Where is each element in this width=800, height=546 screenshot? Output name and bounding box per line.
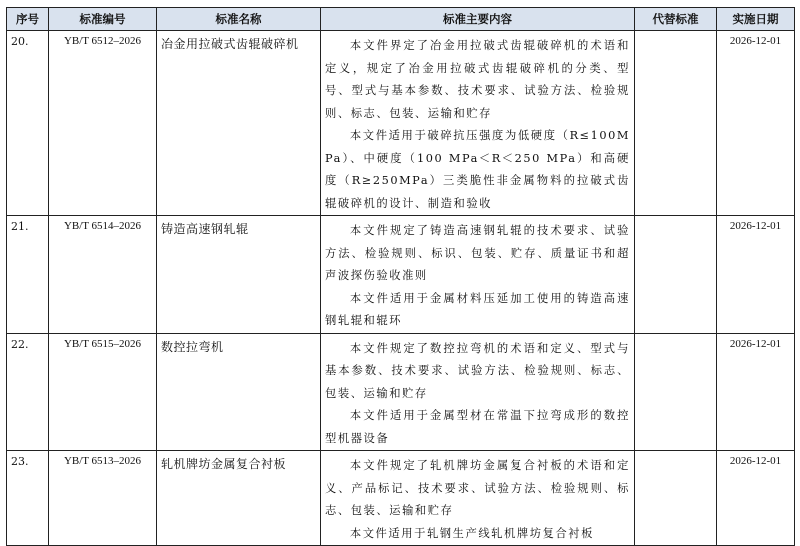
standards-table xyxy=(6,7,795,546)
table-row xyxy=(7,333,795,451)
row-content xyxy=(321,31,635,216)
row-code: YB/T 6512–2026 xyxy=(49,31,157,216)
row-name: 冶金用拉破式齿辊破碎机 xyxy=(157,31,321,216)
row-code: YB/T 6514–2026 xyxy=(49,216,157,334)
content-paragraph: 本文件适用于破碎抗压强度为低硬度（R≤100MPa）、中硬度（100 MPa＜R＜250 MPa）和高硬度（R≥250MPa）三类脆性非金属物料的拉破式齿辊破碎机的设计、制造和验收 xyxy=(325,129,630,210)
row-content xyxy=(321,216,635,334)
row-replaces xyxy=(635,31,717,216)
row-seq: 23. xyxy=(7,451,49,546)
header-date: 实施日期 xyxy=(717,8,795,31)
header-seq: 序号 xyxy=(7,8,49,31)
row-seq: 20. xyxy=(7,31,49,216)
table-row xyxy=(7,31,795,216)
header-replaces: 代替标准 xyxy=(635,8,717,31)
row-replaces xyxy=(635,333,717,451)
row-content xyxy=(321,333,635,451)
table-row xyxy=(7,451,795,546)
table-header-row xyxy=(7,8,795,31)
row-date: 2026-12-01 xyxy=(717,333,795,451)
row-name: 数控拉弯机 xyxy=(157,333,321,451)
content-paragraph: 本文件规定了数控拉弯机的术语和定义、型式与基本参数、技术要求、试验方法、检验规则、标志、包装、运输和贮存 xyxy=(325,341,630,400)
row-name: 轧机牌坊金属复合衬板 xyxy=(157,451,321,546)
row-code: YB/T 6515–2026 xyxy=(49,333,157,451)
row-replaces xyxy=(635,451,717,546)
header-content: 标准主要内容 xyxy=(321,8,635,31)
header-code: 标准编号 xyxy=(49,8,157,31)
row-code: YB/T 6513–2026 xyxy=(49,451,157,546)
content-paragraph: 本文件适用于金属材料压延加工使用的铸造高速钢轧辊和辊环 xyxy=(325,291,630,327)
row-content xyxy=(321,451,635,546)
content-paragraph: 本文件界定了冶金用拉破式齿辊破碎机的术语和定义，规定了冶金用拉破式齿辊破碎机的分类、型号、型式与基本参数、技术要求、试验方法、检验规则、标志、包装、运输和贮存 xyxy=(325,39,630,120)
row-date: 2026-12-01 xyxy=(717,451,795,546)
content-paragraph: 本文件规定了轧机牌坊金属复合衬板的术语和定义、产品标记、技术要求、试验方法、检验规则、标志、包装、运输和贮存 xyxy=(325,459,630,517)
row-date: 2026-12-01 xyxy=(717,31,795,216)
row-name: 铸造高速钢轧辊 xyxy=(157,216,321,334)
content-paragraph: 本文件适用于轧钢生产线轧机牌坊复合衬板 xyxy=(349,526,594,540)
row-seq: 22. xyxy=(7,333,49,451)
table-row xyxy=(7,216,795,334)
row-date: 2026-12-01 xyxy=(717,216,795,334)
header-name: 标准名称 xyxy=(157,8,321,31)
content-paragraph: 本文件适用于金属型材在常温下拉弯成形的数控型机器设备 xyxy=(325,409,630,445)
row-replaces xyxy=(635,216,717,334)
row-seq: 21. xyxy=(7,216,49,334)
content-paragraph: 本文件规定了铸造高速钢轧辊的技术要求、试验方法、检验规则、标识、包装、贮存、质量证书和超声波探伤验收准则 xyxy=(325,224,630,282)
